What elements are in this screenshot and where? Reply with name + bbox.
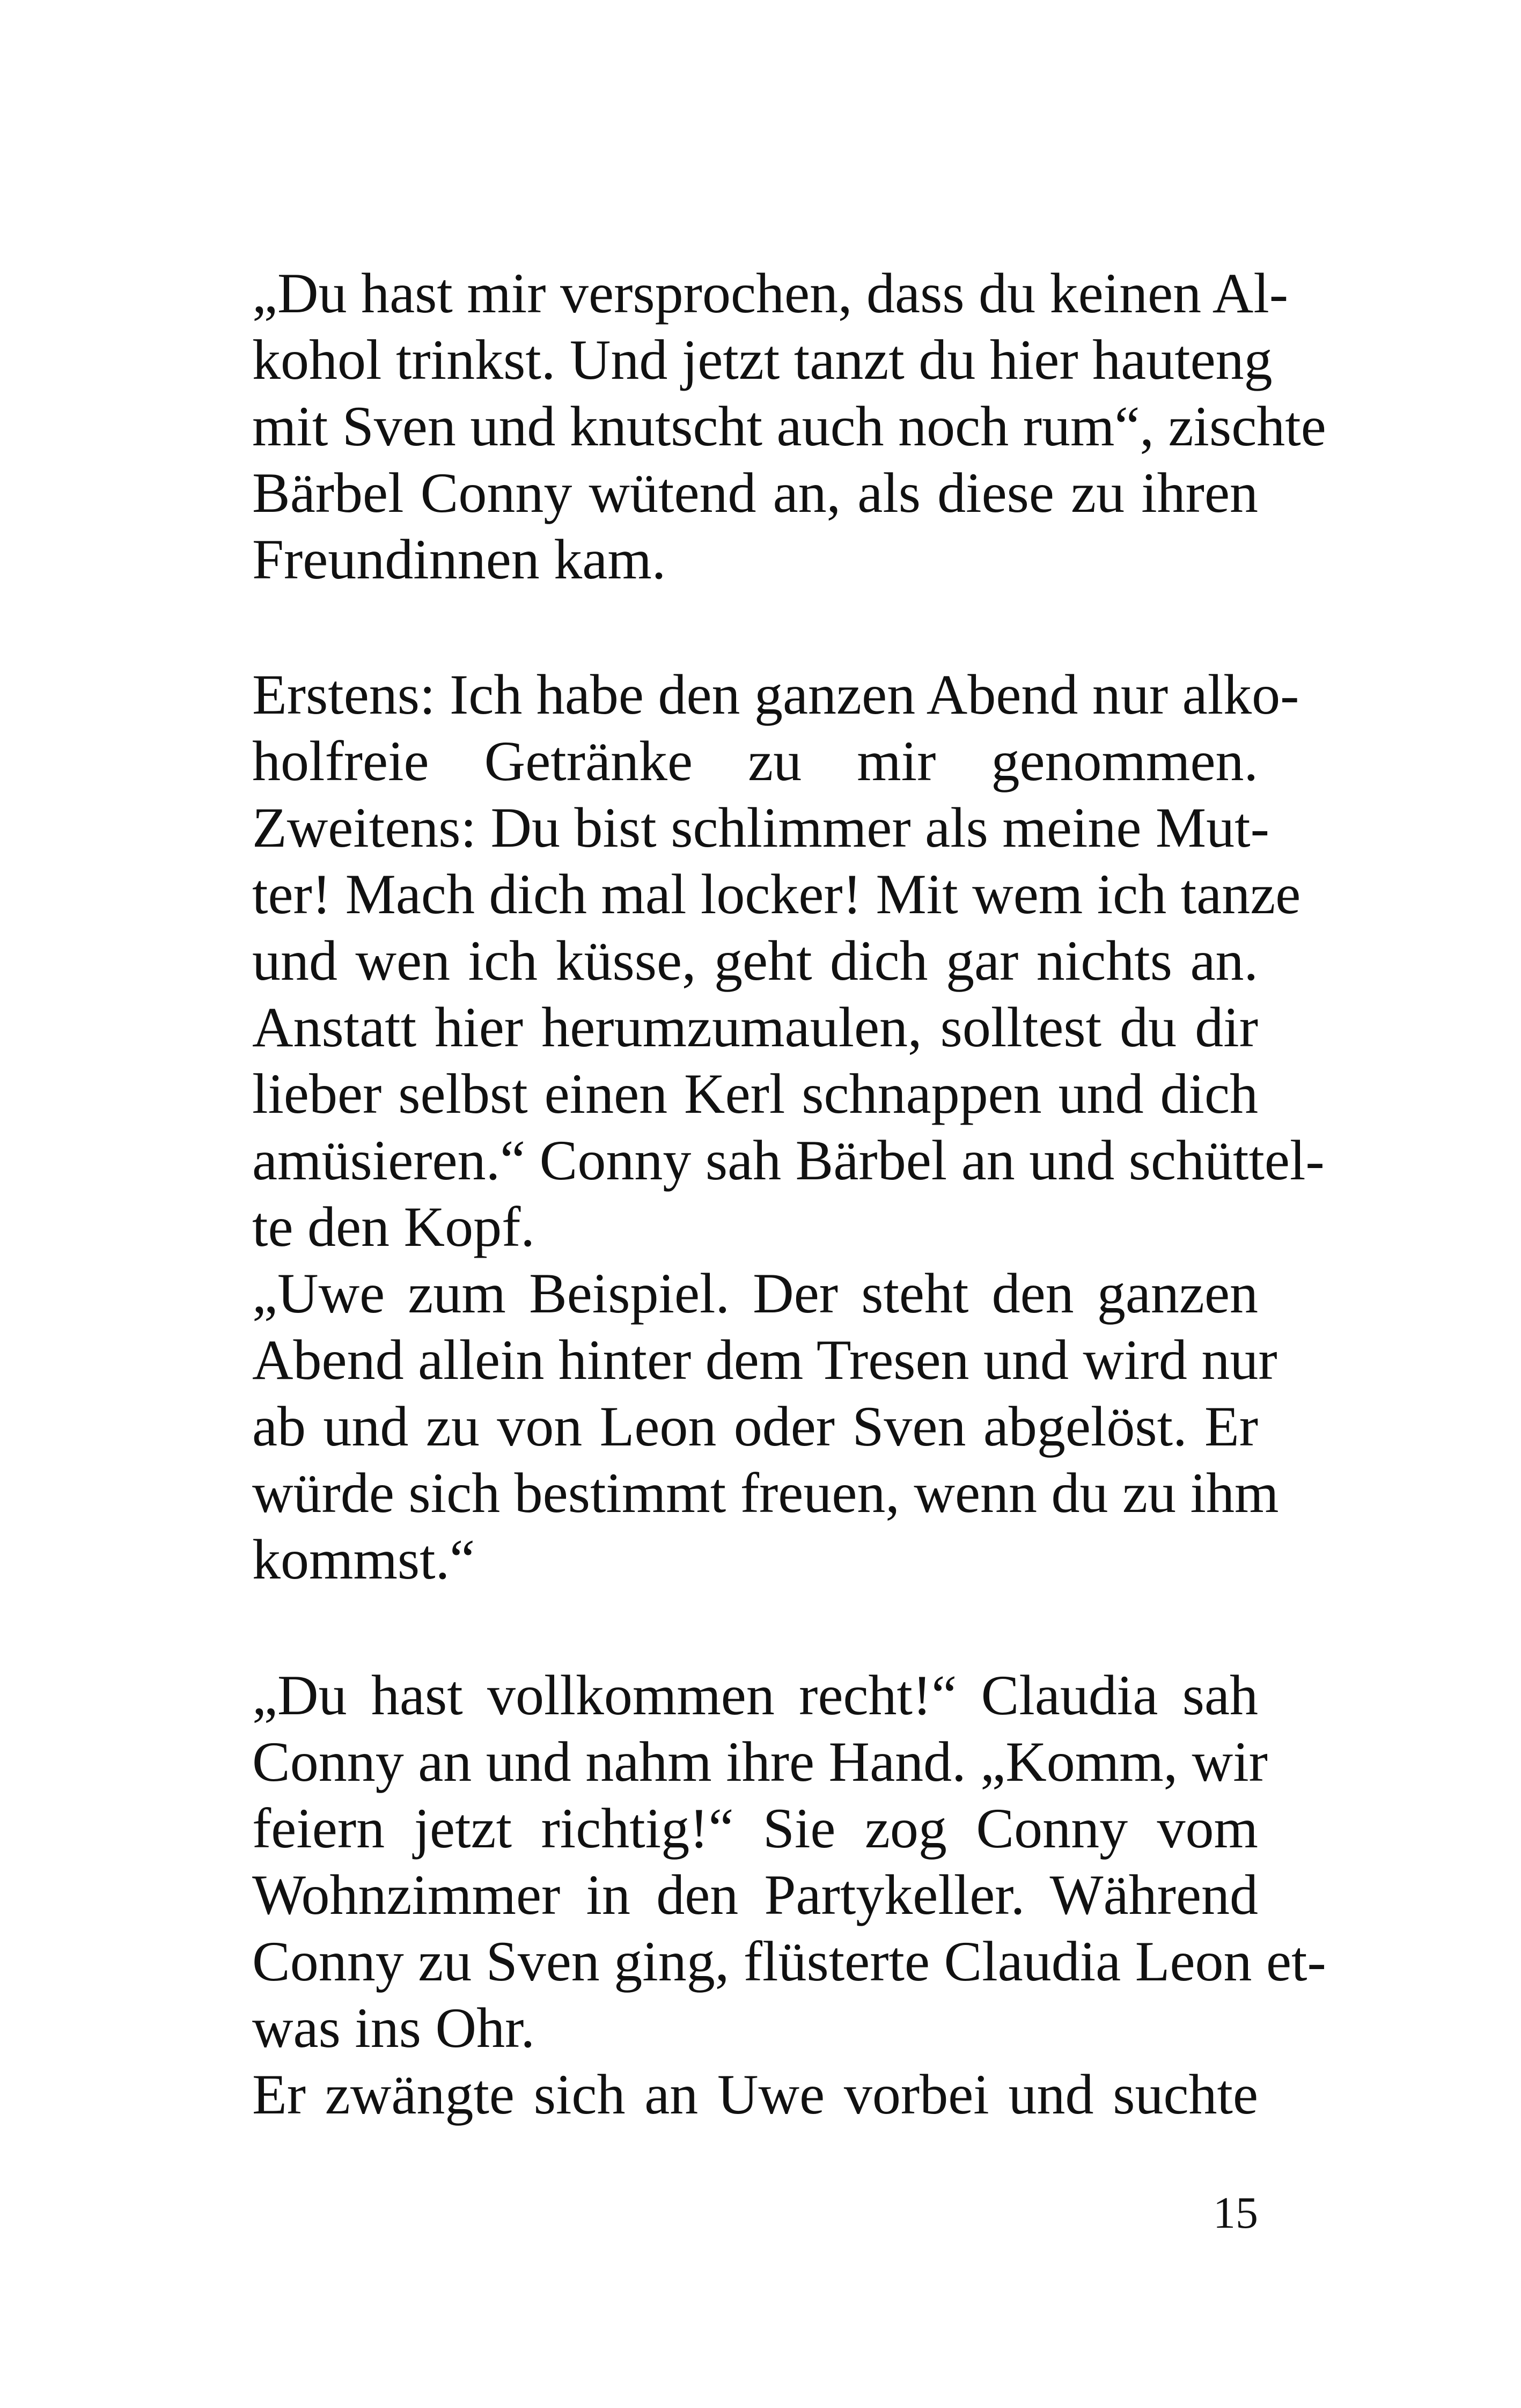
- text-line: amüsieren.“ Conny sah Bärbel an und schüttel-: [252, 1129, 1325, 1192]
- page-number: 15: [1213, 2188, 1258, 2238]
- text-line: Bärbel Conny wütend an, als diese zu ihren: [252, 461, 1258, 524]
- text-line: lieber selbst einen Kerl schnappen und dich: [252, 1062, 1258, 1125]
- text-line: Zweitens: Du bist schlimmer als meine Mut-: [252, 796, 1269, 859]
- text-line: „Du hast mir versprochen, dass du keinen Al-: [252, 262, 1289, 325]
- text-line: „Du hast vollkommen recht!“ Claudia sah: [252, 1664, 1258, 1727]
- text-line: würde sich bestimmt freuen, wenn du zu ihm: [252, 1462, 1279, 1524]
- text-line: Anstatt hier herumzumaulen, solltest du dir: [252, 996, 1258, 1059]
- text-line: mit Sven und knutscht auch noch rum“, zischte: [252, 395, 1326, 458]
- text-line: te den Kopf.: [252, 1195, 535, 1258]
- text-line: und wen ich küsse, geht dich gar nichts an.: [252, 929, 1258, 992]
- text-line: ab und zu von Leon oder Sven abgelöst. Er: [252, 1395, 1258, 1458]
- text-line: Erstens: Ich habe den ganzen Abend nur alko-: [252, 663, 1299, 726]
- paragraph-2: [252, 662, 1325, 1593]
- paragraph-3: [252, 1662, 1326, 2128]
- text-line: Conny zu Sven ging, flüsterte Claudia Leon et-: [252, 1930, 1326, 1993]
- text-line: ter! Mach dich mal locker! Mit wem ich tanze: [252, 863, 1301, 926]
- text-line: kohol trinkst. Und jetzt tanzt du hier hauteng: [252, 328, 1273, 391]
- text-line: „Uwe zum Beispiel. Der steht den ganzen: [252, 1262, 1258, 1325]
- text-line: Er zwängte sich an Uwe vorbei und suchte: [252, 2063, 1258, 2126]
- text-line: holfreie Getränke zu mir genommen.: [252, 730, 1258, 792]
- text-line: Abend allein hinter dem Tresen und wird nur: [252, 1328, 1277, 1391]
- paragraph-1: [252, 260, 1326, 593]
- text-line: Freundinnen kam.: [252, 528, 666, 591]
- text-line: Wohnzimmer in den Partykeller. Während: [252, 1863, 1258, 1926]
- text-line: Conny an und nahm ihre Hand. „Komm, wir: [252, 1730, 1268, 1793]
- text-line: kommst.“: [252, 1528, 475, 1591]
- text-line: feiern jetzt richtig!“ Sie zog Conny vom: [252, 1797, 1258, 1860]
- text-line: was ins Ohr.: [252, 1996, 535, 2059]
